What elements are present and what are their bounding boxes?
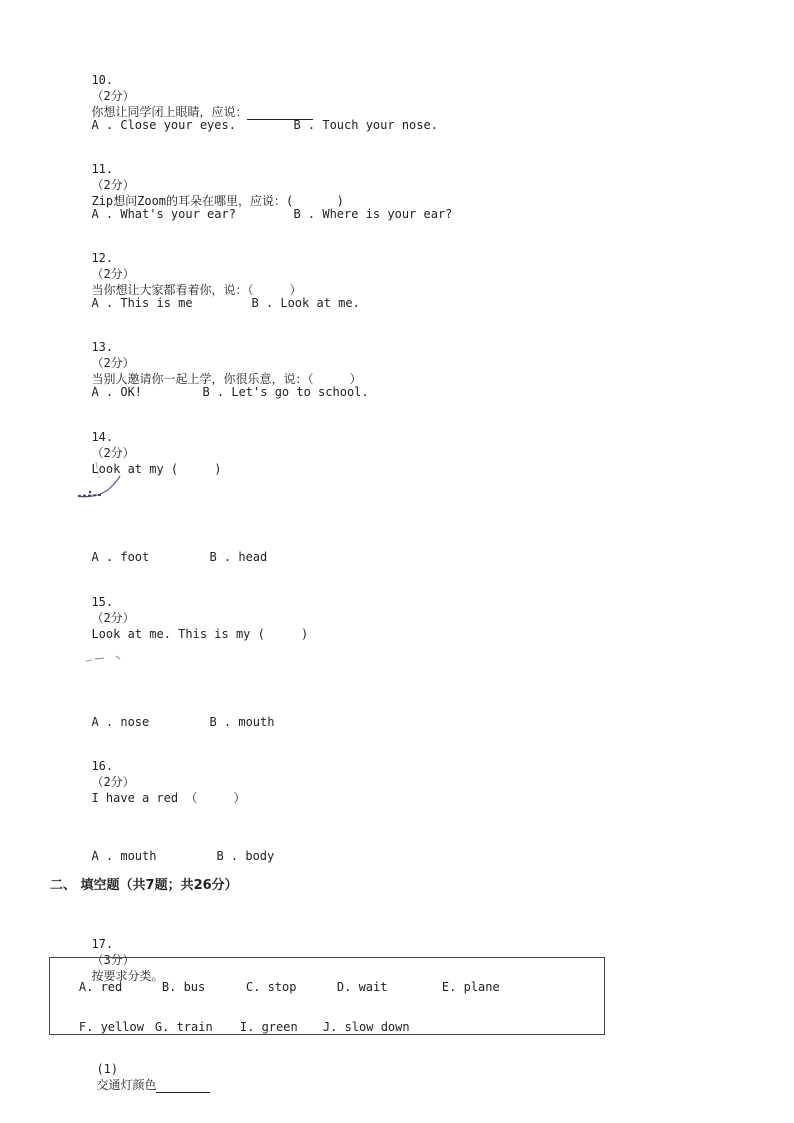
sub-question-1 xyxy=(82,1045,210,1093)
options-11 xyxy=(77,190,452,222)
question-number: 10. xyxy=(91,73,114,87)
question-number: 16. xyxy=(91,759,114,773)
word-item: D. wait xyxy=(336,980,388,994)
options-12 xyxy=(77,279,360,311)
word-item: B. bus xyxy=(161,980,206,994)
question-number: 15. xyxy=(91,595,114,609)
word-item: J. slow down xyxy=(322,1020,410,1034)
question-text: 你想让同学闭上眼睛，应说： xyxy=(91,105,248,119)
option-a[interactable]: A . This is me xyxy=(91,296,193,310)
section-title: 二、 填空题（共7题；共26分） xyxy=(50,878,238,893)
option-b[interactable]: B . Look at me. xyxy=(251,296,360,310)
options-10 xyxy=(77,101,438,133)
option-a[interactable]: A . What's your ear? xyxy=(91,207,236,221)
word-item: I. green xyxy=(239,1020,298,1034)
word-item: F. yellow xyxy=(78,1020,144,1034)
option-a[interactable]: A . OK! xyxy=(91,385,143,399)
option-b[interactable]: B . head xyxy=(209,550,268,564)
question-score: （2分） xyxy=(91,267,135,281)
question-number: 12. xyxy=(91,251,114,265)
option-b[interactable]: B . mouth xyxy=(209,715,275,729)
foot-picture xyxy=(76,458,124,504)
question-text: Zip想问Zoom的耳朵在哪里，应说：( ) xyxy=(91,194,344,208)
options-15 xyxy=(77,698,274,730)
options-16 xyxy=(77,832,274,864)
option-a[interactable]: A . mouth xyxy=(91,849,157,863)
question-text: Look at my ( ) xyxy=(91,462,222,476)
word-box xyxy=(49,957,605,1035)
question-number: 11. xyxy=(91,162,114,176)
sub-question-label: (1) xyxy=(96,1062,119,1076)
question-score: （3分） xyxy=(91,953,135,967)
question-score: （2分） xyxy=(91,89,135,103)
option-a[interactable]: A . nose xyxy=(91,715,150,729)
word-item: C. stop xyxy=(245,980,297,994)
question-15 xyxy=(77,578,308,642)
question-number: 17. xyxy=(91,937,114,951)
options-14 xyxy=(77,533,267,565)
answer-blank[interactable] xyxy=(156,1080,210,1093)
option-a[interactable]: A . Close your eyes. xyxy=(91,118,236,132)
question-score: （2分） xyxy=(91,446,135,460)
option-b[interactable]: B . Touch your nose. xyxy=(293,118,438,132)
question-text: 当别人邀请你一起上学，你很乐意，说：（ ） xyxy=(91,372,362,386)
question-score: （2分） xyxy=(91,775,135,789)
option-b[interactable]: B . body xyxy=(216,849,275,863)
question-score: （2分） xyxy=(91,611,135,625)
question-16 xyxy=(77,742,246,806)
option-b[interactable]: B . Let's go to school. xyxy=(202,385,369,399)
sub-question-text: 交通灯颜色 xyxy=(96,1078,157,1092)
word-item: E. plane xyxy=(441,980,500,994)
question-text: Look at me. This is my ( ) xyxy=(91,627,309,641)
question-number: 13. xyxy=(91,340,114,354)
word-item: A. red xyxy=(78,980,123,994)
mouth-picture xyxy=(84,652,124,666)
question-text: I have a red （ ） xyxy=(91,791,246,805)
word-row-2 xyxy=(50,1003,410,1051)
option-b[interactable]: B . Where is your ear? xyxy=(293,207,453,221)
word-item: G. train xyxy=(154,1020,213,1034)
question-text: 当你想让大家都看着你，说：（ ） xyxy=(91,283,302,297)
options-13 xyxy=(77,368,369,400)
question-text: 按要求分类。 xyxy=(91,969,164,983)
question-score: （2分） xyxy=(91,356,135,370)
question-score: （2分） xyxy=(91,178,135,192)
question-number: 14. xyxy=(91,430,114,444)
option-a[interactable]: A . foot xyxy=(91,550,150,564)
